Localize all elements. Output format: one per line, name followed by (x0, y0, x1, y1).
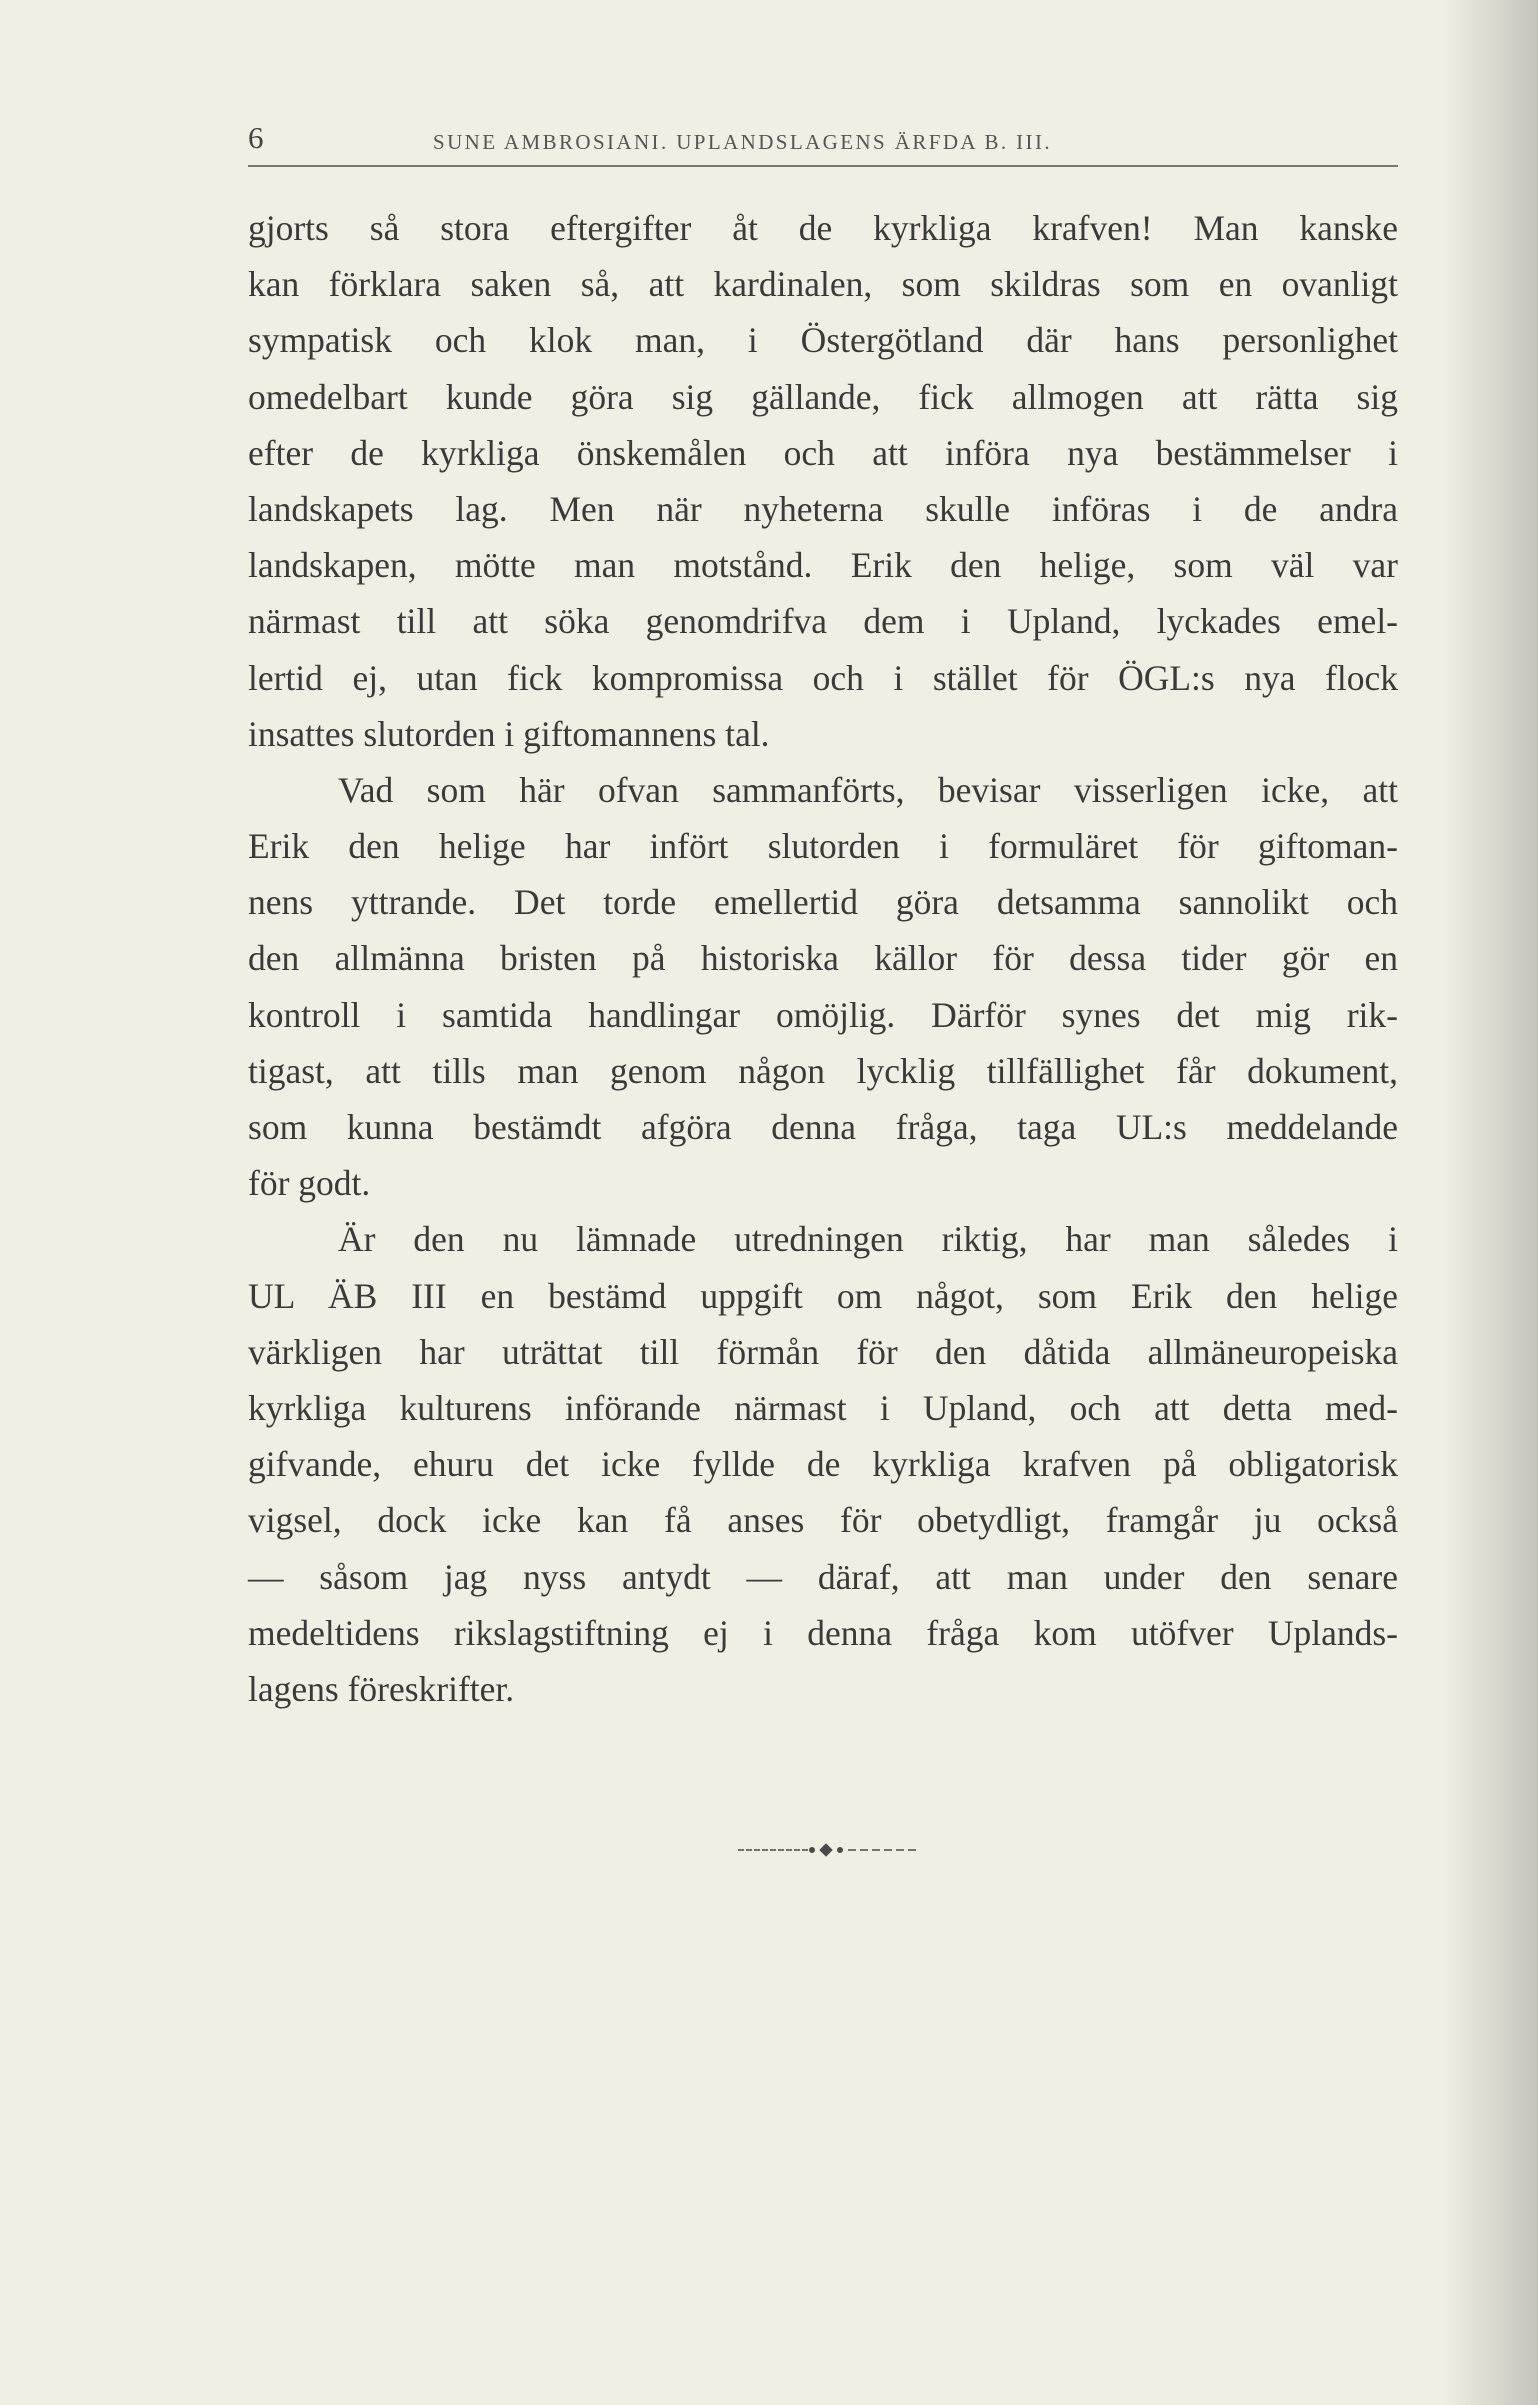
text-line: som kunna bestämdt afgöra denna fråga, taga UL:s meddelande (248, 1107, 1398, 1147)
page-header (248, 120, 1398, 170)
text-line: UL ÄB III en bestämd uppgift om något, som Erik den helige (248, 1275, 1398, 1316)
body-text (248, 200, 1398, 1717)
text-line: efter de kyrkliga önskemålen och att införa nya bestämmelser i (248, 432, 1398, 473)
page-number: 6 (248, 120, 264, 155)
paragraph-1 (248, 200, 1398, 762)
text-line: Vad som här ofvan sammanförts, bevisar visserligen icke, att (338, 769, 1398, 810)
text-line: vigsel, dock icke kan få anses för obetydligt, framgår ju också (248, 1500, 1398, 1541)
text-line: medeltidens rikslagstiftning ej i denna fråga kom utöfver Uplands- (248, 1612, 1398, 1653)
running-head: SUNE AMBROSIANI. UPLANDSLAGENS ÄRFDA B. III. (433, 130, 1052, 154)
text-line: insattes slutorden i giftomannens tal. (248, 713, 770, 754)
text-line: kyrkliga kulturens införande närmast i Upland, och att detta med- (248, 1387, 1398, 1428)
text-line: kan förklara saken så, att kardinalen, som skildras som en ovanligt (248, 264, 1398, 305)
paragraph-2 (248, 762, 1398, 1212)
text-line: närmast till att söka genomdrifva dem i Upland, lyckades emel- (248, 601, 1398, 642)
text-line: omedelbart kunde göra sig gällande, fick allmogen att rätta sig (248, 376, 1398, 417)
text-line: nens yttrande. Det torde emellertid göra detsamma sannolikt och (248, 882, 1398, 923)
text-line: kontroll i samtida handlingar omöjlig. Därför synes det mig rik- (248, 994, 1398, 1035)
header-rule (248, 165, 1398, 167)
text-line: värkligen har uträttat till förmån för den dåtida allmäneuropeiska (248, 1331, 1398, 1372)
text-line: gifvande, ehuru det icke fyllde de kyrkliga krafven på obligatorisk (248, 1444, 1398, 1485)
tailpiece-ornament-icon (738, 1838, 918, 1862)
text-line: den allmänna bristen på historiska källor för dessa tider gör en (248, 938, 1398, 979)
paragraph-3 (248, 1211, 1398, 1717)
text-line: landskapets lag. Men när nyheterna skulle införas i de andra (248, 488, 1398, 529)
text-line: Erik den helige har infört slutorden i formuläret för giftoman- (248, 826, 1398, 867)
text-line: för godt. (248, 1163, 371, 1204)
text-line: Är den nu lämnade utredningen riktig, har man således i (338, 1219, 1398, 1260)
text-line: tigast, att tills man genom någon lycklig tillfällighet får dokument, (248, 1050, 1398, 1091)
text-line: gjorts så stora eftergifter åt de kyrkliga krafven! Man kanske (248, 208, 1398, 248)
text-line: landskapen, mötte man motstånd. Erik den helige, som väl var (248, 545, 1398, 586)
page-edge-shadow (1443, 0, 1538, 2405)
text-line: lertid ej, utan fick kompromissa och i stället för ÖGL:s nya flock (248, 657, 1398, 698)
text-line: lagens föreskrifter. (248, 1668, 515, 1709)
text-line: sympatisk och klok man, i Östergötland där hans personlighet (248, 320, 1398, 361)
text-line: — såsom jag nyss antydt — däraf, att man under den senare (248, 1556, 1398, 1597)
